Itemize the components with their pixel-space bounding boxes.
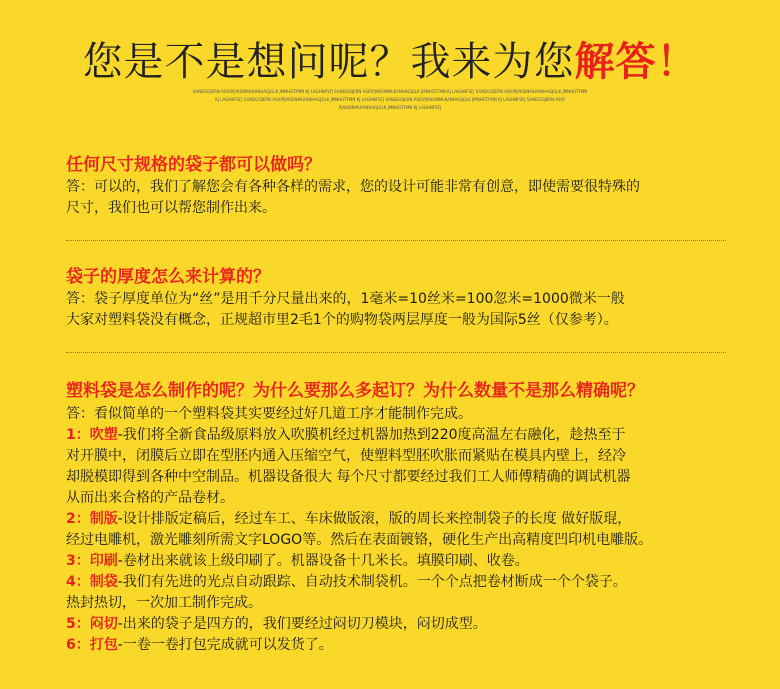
title-accent: 解答！: [574, 39, 698, 85]
faq-answer-process: [66, 404, 726, 656]
step-text: -我们将全新食品级原料放入吹膜机经过机器加热到220度高温左右融化，趁热至于: [117, 427, 626, 443]
answer-line: 尺寸，我们也可以帮您制作出来。: [66, 200, 276, 216]
step-plate-making: [66, 509, 726, 530]
step-label: 4：制袋: [66, 574, 118, 590]
step-text: 经过电雕机，激光雕刻所需文字LOGO等。然后在表面镀铬，硬化生产出高精度凹印机电雕版。: [66, 532, 653, 548]
step-text: -设计排版定稿后，经过车工、车床做版滚，版的周长来控制袋子的长度 做好版琨，: [117, 511, 632, 527]
step-text: 热封热切，一次加工制作完成。: [66, 595, 262, 611]
faq-answer-thickness: [66, 289, 726, 331]
step-label: 3：印刷: [66, 553, 118, 569]
answer-intro: 答：看似简单的一个塑料袋其实要经过好几道工序才能制作完成。: [66, 406, 472, 422]
answer-line: 答：可以的，我们了解您会有各种各样的需求，您的设计可能非常有创意，即使需要很特殊的: [66, 179, 640, 195]
step-label: 6：打包: [66, 637, 118, 653]
answer-line: 大家对塑料袋没有概念，正规超市里2毛1个的购物袋两层厚度一般为国际5丝（仅参考）。: [66, 312, 618, 328]
faq-answer-size: [66, 177, 726, 219]
step-text: 从而出来合格的产品卷材。: [66, 490, 234, 506]
decor-text-line: SANDGOJERN ASIOPJAKSINMLKANHAGJGLK JMNHGTFMN KJ LAGHNFSFJ SANDGOJERN ASIOPJAKSINMLKANHAGJGLK JMNHGTFMN KJ LAGHNFSFJ SANDGOJERN ASIOPJAKSINMLKANHAGJGLK JMNHGTFMN: [192, 89, 588, 94]
step-printing: [66, 551, 726, 572]
decor-text-line: PJAKSINMLKANHAGJGLK JMNHGTFMN KJ LAGHNFSFJ: [338, 105, 442, 110]
faq-question-size: 任何尺寸规格的袋子都可以做吗？: [66, 155, 321, 175]
step-text: -卷材出来就该上级印刷了。机器设备十几米长。填膜印刷、收卷。: [117, 553, 529, 569]
title-main: 您是不是想问呢？我来为您: [82, 39, 575, 85]
step-label: 2：制版: [66, 511, 118, 527]
dotted-divider: [66, 240, 726, 241]
faq-question-thickness: 袋子的厚度怎么来计算的？: [66, 267, 270, 287]
dotted-divider: [66, 352, 726, 353]
page-title: [0, 30, 780, 87]
faq-question-process: 塑料袋是怎么制作的呢？为什么要那么多起订？为什么数量不是那么精确呢？: [66, 381, 644, 401]
step-text: 对开膜中，闭膜后立即在型胚内通入压缩空气，使塑料型胚吹胀而紧贴在模具内壁上，经冷: [66, 448, 626, 464]
step-die-cutting: [66, 614, 726, 635]
step-label: 5：闷切: [66, 616, 118, 632]
step-label: 1：吹塑: [66, 427, 118, 443]
step-bag-making: [66, 572, 726, 593]
step-text: 却脱模即得到各种中空制品。机器设备很大 每个尺寸都要经过我们工人师傅精确的调试机器: [66, 469, 631, 485]
step-text: -我们有先进的光点自动跟踪、自动技术制袋机。一个个点把卷材断成一个个袋子。: [117, 574, 627, 590]
step-blow-molding: [66, 425, 726, 446]
step-text: -一卷一卷打包完成就可以发货了。: [117, 637, 333, 653]
decor-text-line: KJ LAGHNFSFJ SANDGOJERN ASIOPJAKSINMLKANHAGJGLK JMNHGTFMN KJ LAGHNFSFJ SANDGOJERN ASIOPJAKSINMLKANHAGJGLK JMNHGTFMN KJ LAGHNFSFJ SANDGOJERN ASIO: [215, 97, 565, 102]
answer-line: 答：袋子厚度单位为“丝”是用千分尺量出来的，1毫米=10丝米=100忽米=1000微米一般: [66, 291, 625, 307]
step-text: -出来的袋子是四方的，我们要经过闷切刀模块，闷切成型。: [117, 616, 487, 632]
step-packing: [66, 635, 726, 656]
